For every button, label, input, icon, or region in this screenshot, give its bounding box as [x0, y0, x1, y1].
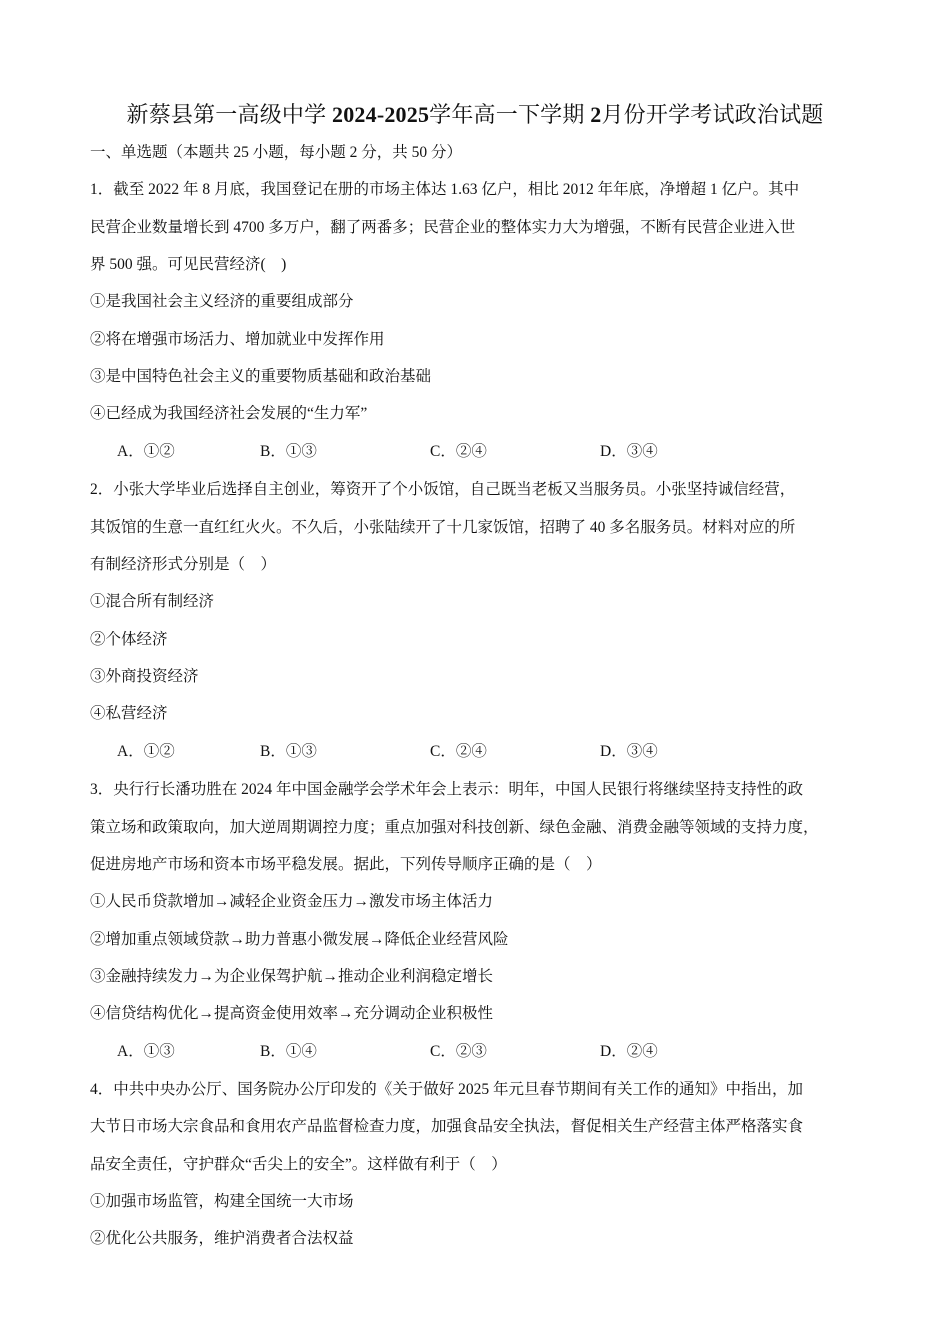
page-title: [0, 98, 950, 129]
statement-option: ①是我国社会主义经济的重要组成部分: [90, 293, 354, 311]
answer-choices: [90, 1033, 890, 1072]
question-1: [90, 171, 890, 471]
answer-choice[interactable]: D．③④: [600, 442, 658, 460]
statement-option: ④已经成为我国经济社会发展的“生力军”: [90, 405, 368, 423]
answer-choice[interactable]: B．①③: [260, 742, 317, 760]
answer-choice[interactable]: D．②④: [600, 1042, 658, 1060]
statement-option: ①人民币贷款增加→减轻企业资金压力→激发市场主体活力: [90, 893, 494, 911]
question-stem-line: 2．小张大学毕业后选择自主创业，筹资开了个小饭馆，自己既当老板又当服务员。小张坚持诚信经营，: [90, 481, 796, 499]
answer-choice[interactable]: A．①③: [117, 1042, 175, 1060]
statement-option: ③外商投资经济: [90, 667, 199, 685]
answer-choice[interactable]: B．①④: [260, 1042, 317, 1060]
answer-choice[interactable]: B．①③: [260, 442, 317, 460]
section-heading: 一、单选题（本题共 25 小题，每小题 2 分，共 50 分）: [90, 144, 463, 161]
statement-option: ①加强市场监管，构建全国统一大市场: [90, 1193, 354, 1211]
exam-body: [90, 134, 890, 1258]
question-4: [90, 1071, 890, 1258]
answer-choice[interactable]: C．②④: [430, 742, 487, 760]
answer-choice[interactable]: C．②④: [430, 442, 487, 460]
statement-option: ③是中国特色社会主义的重要物质基础和政治基础: [90, 368, 432, 386]
question-stem-line: 民营企业数量增长到 4700 多万户，翻了两番多；民营企业的整体实力大为增强，不断有民营企业进入世: [90, 218, 796, 236]
answer-choice[interactable]: C．②③: [430, 1042, 487, 1060]
answer-choice[interactable]: A．①②: [117, 742, 175, 760]
title-year: 2024-2025: [332, 102, 430, 127]
title-text: 学年高一下学期: [429, 102, 591, 127]
statement-option: ④信贷结构优化→提高资金使用效率→充分调动企业积极性: [90, 1005, 494, 1023]
statement-option: ②个体经济: [90, 630, 168, 648]
question-stem-line: 品安全责任，守护群众“舌尖上的安全”。这样做有利于（ ）: [90, 1155, 507, 1173]
question-stem-line: 1．截至 2022 年 8 月底，我国登记在册的市场主体达 1.63 亿户，相比 2012 年年底，净增超 1 亿户。其中: [90, 181, 800, 199]
answer-choices: [90, 433, 890, 472]
question-stem-line: 界 500 强。可见民营经济( ): [90, 256, 287, 274]
title-month: 2: [590, 102, 602, 127]
statement-option: ②增加重点领域贷款→助力普惠小微发展→降低企业经营风险: [90, 930, 509, 948]
question-stem-line: 其饭馆的生意一直红红火火。不久后，小张陆续开了十几家饭馆，招聘了 40 多名服务员。材料对应的所: [90, 518, 796, 536]
question-stem-line: 4．中共中央办公厅、国务院办公厅印发的《关于做好 2025 年元旦春节期间有关工作的通知》中指出，加: [90, 1081, 804, 1099]
statement-option: ③金融持续发力→为企业保驾护航→推动企业利润稳定增长: [90, 967, 494, 985]
answer-choice[interactable]: A．①②: [117, 442, 175, 460]
answer-choices: [90, 733, 890, 772]
answer-choice[interactable]: D．③④: [600, 742, 658, 760]
title-text: 新蔡县第一高级中学: [126, 102, 333, 127]
statement-option: ①混合所有制经济: [90, 593, 215, 611]
question-2: [90, 471, 890, 771]
statement-option: ②优化公共服务，维护消费者合法权益: [90, 1230, 354, 1248]
statement-option: ②将在增强市场活力、增加就业中发挥作用: [90, 330, 385, 348]
question-stem-line: 有制经济形式分别是（ ）: [90, 555, 277, 573]
question-stem-line: 大节日市场大宗食品和食用农产品监督检查力度，加强食品安全执法，督促相关生产经营主体严格落实食: [90, 1118, 804, 1136]
question-stem-line: 策立场和政策取向，加大逆周期调控力度；重点加强对科技创新、绿色金融、消费金融等领域的支持力度，: [90, 818, 819, 836]
statement-option: ④私营经济: [90, 705, 168, 723]
question-3: [90, 771, 890, 1071]
question-stem-line: 3．央行行长潘功胜在 2024 年中国金融学会学术年会上表示：明年，中国人民银行将继续坚持支持性的政: [90, 781, 804, 799]
question-stem-line: 促进房地产市场和资本市场平稳发展。据此，下列传导顺序正确的是（ ）: [90, 855, 602, 873]
title-text: 月份开学考试政治试题: [601, 102, 824, 127]
